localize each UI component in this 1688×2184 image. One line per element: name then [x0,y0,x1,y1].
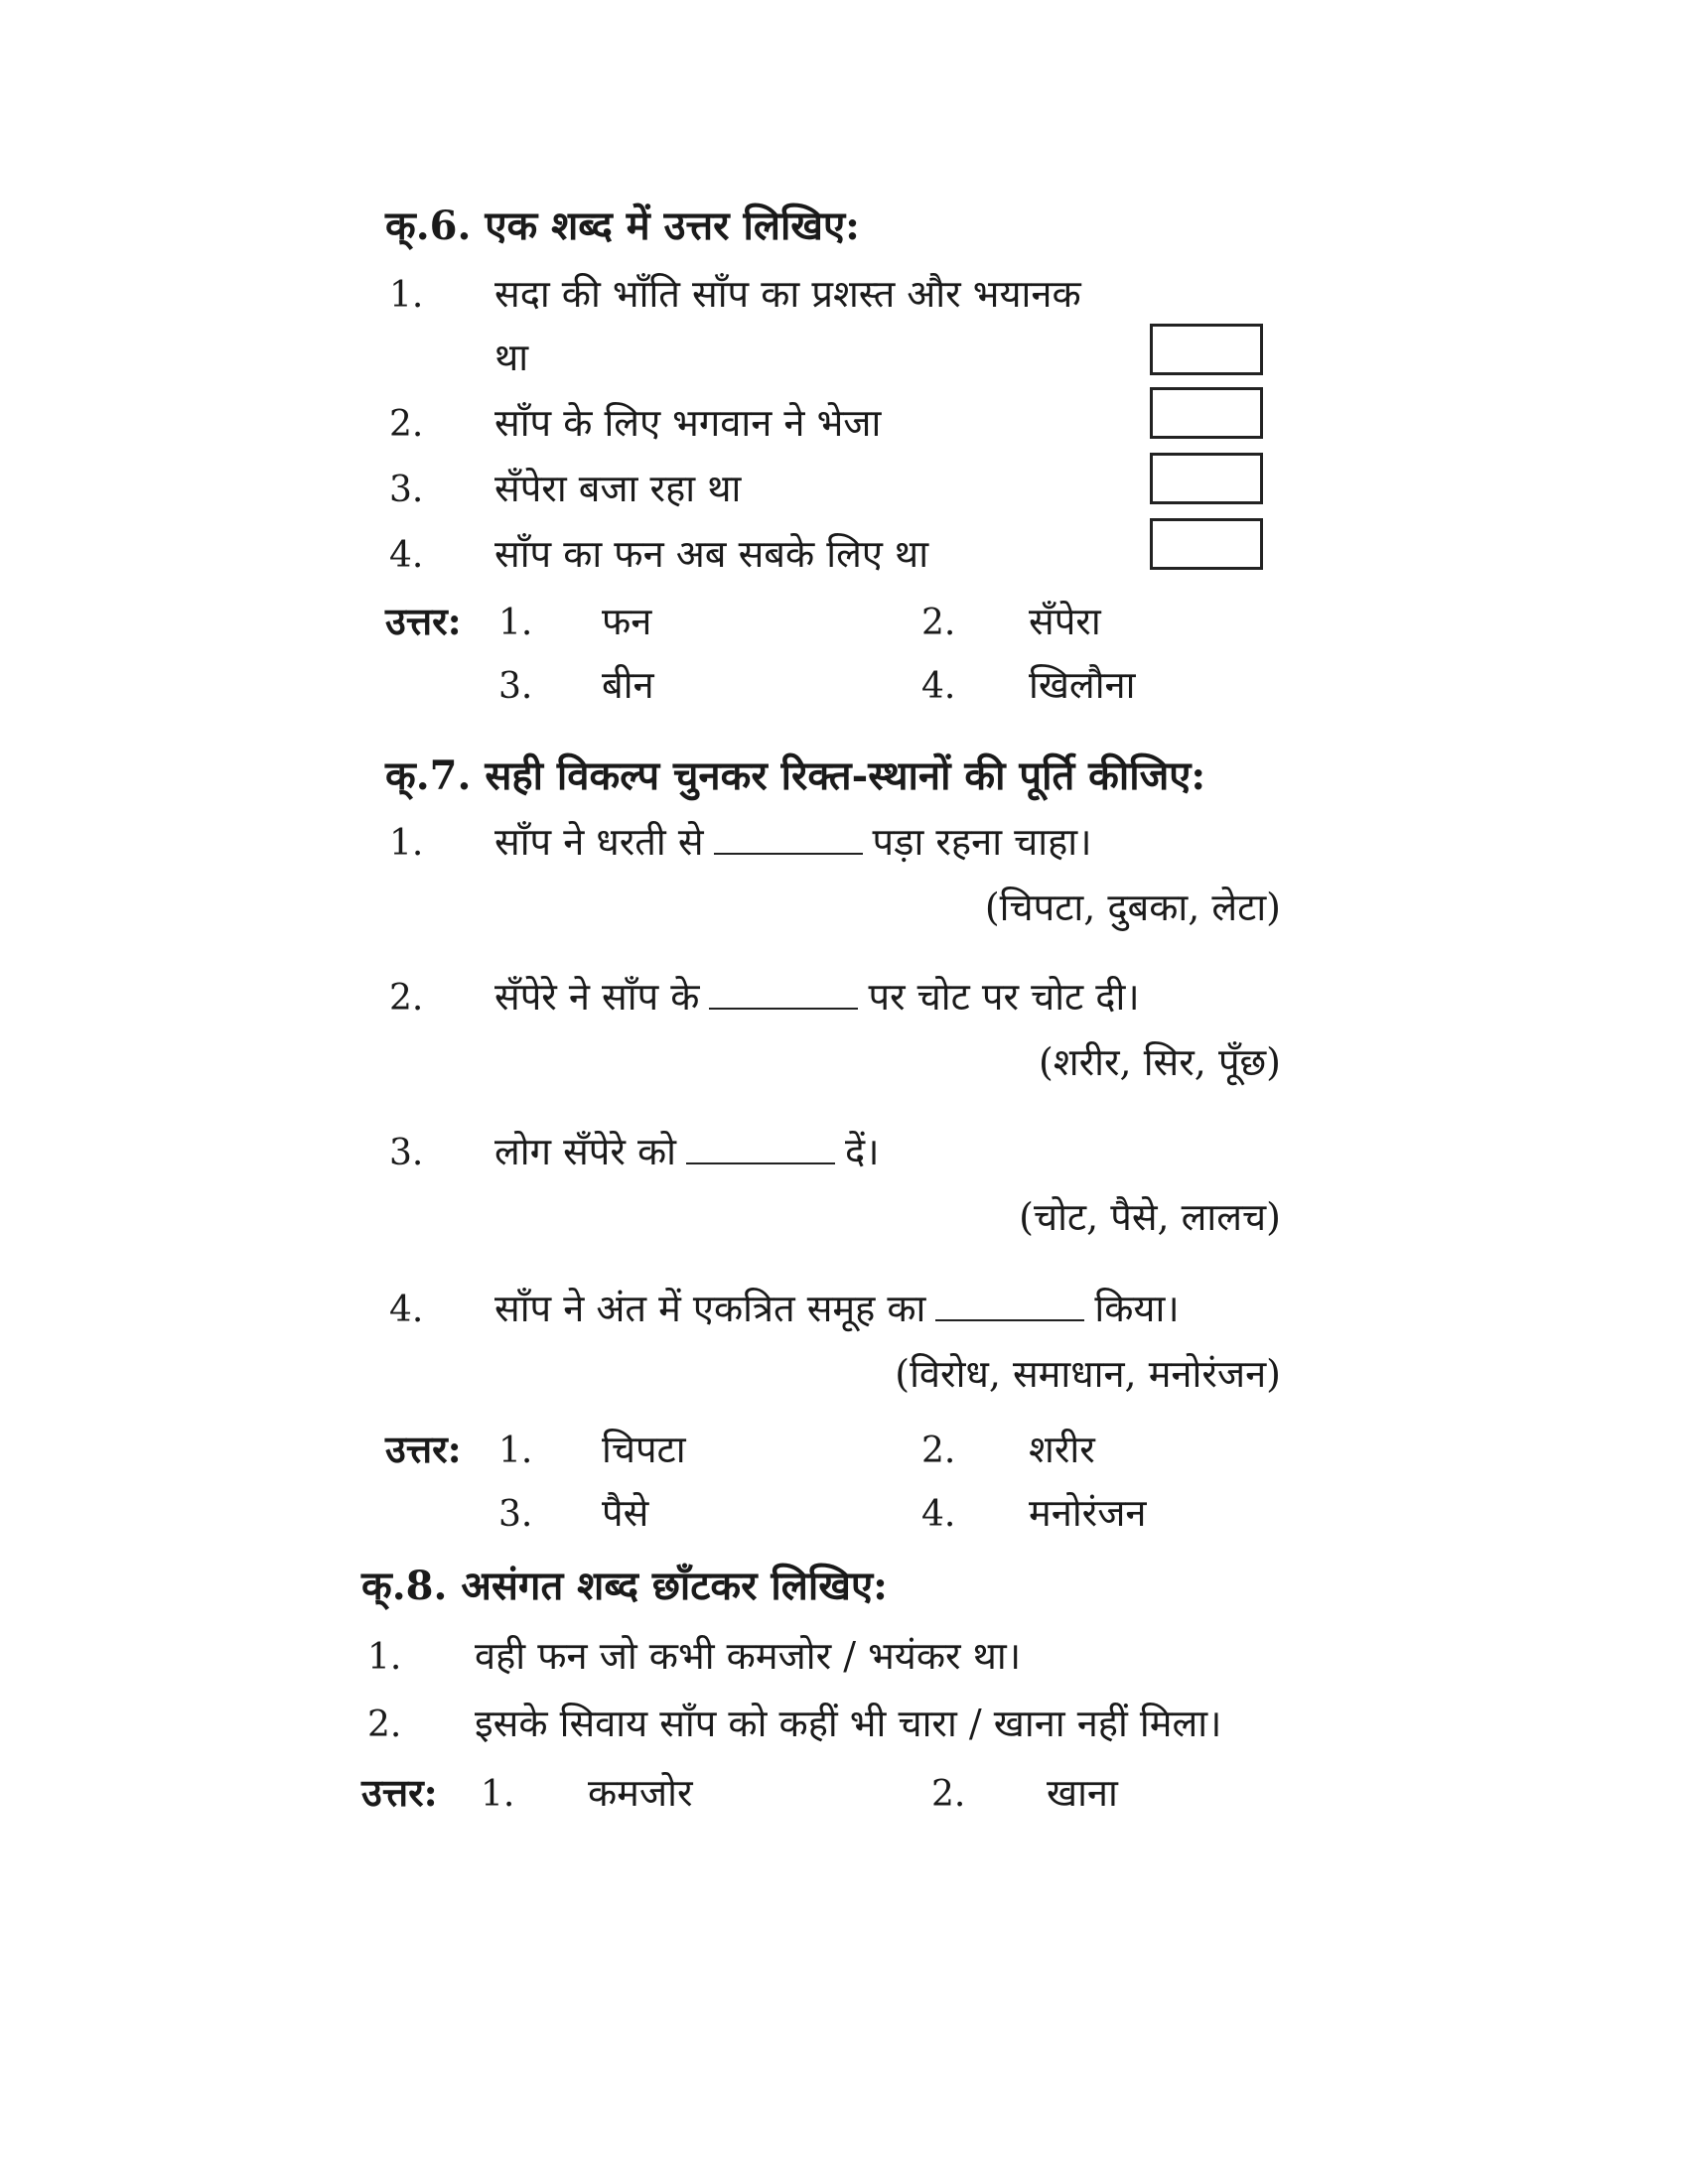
q7-answer-label: उत्तर: [385,1427,462,1471]
q7-item-4-sentence [494,1285,1180,1332]
q7-item-2-options: (शरीर, सिर, पूँछ) [1038,1040,1281,1084]
q6-answer-box-3[interactable] [1150,453,1263,504]
q7-answer-1: चिपटा [602,1428,686,1471]
q7-item-1-before: साँप ने धरती से [494,820,704,864]
q7-item-4-options: (विरोध, समाधान, मनोरंजन) [895,1352,1281,1396]
q7-item-3-number: 3. [389,1133,424,1173]
q6-answer-box-1[interactable] [1150,324,1263,375]
q6-item-2-number: 2. [389,404,424,445]
q6-answer-4-number: 4. [921,666,956,707]
q6-item-2-text: साँप के लिए भगवान ने भेजा [494,401,882,445]
q7-item-1-number: 1. [389,823,424,864]
q7-answer-1-number: 1. [498,1431,533,1471]
q7-item-4-blank[interactable] [935,1290,1084,1321]
q7-item-3-after: दें। [845,1130,880,1173]
q7-item-2-after: पर चोट पर चोट दी। [868,975,1140,1019]
q6-answer-3-number: 3. [498,666,533,707]
q7-item-1-blank[interactable] [714,823,863,855]
q6-answer-1-number: 1. [498,603,533,643]
q6-item-3-number: 3. [389,470,424,510]
q6-item-1-text-continued: था [494,336,529,379]
q7-item-3-options: (चोट, पैसे, लालच) [1019,1195,1281,1239]
q8-answer-1-number: 1. [481,1774,515,1815]
q7-item-2-number: 2. [389,978,424,1019]
q6-answer-box-4[interactable] [1150,518,1263,570]
q6-heading: क्.6. एक शब्द में उत्तर लिखिए: [385,203,860,249]
q8-answer-2-number: 2. [931,1774,966,1815]
q7-item-2-blank[interactable] [709,978,858,1010]
q6-answer-3: बीन [602,663,654,707]
q7-item-2-sentence [494,973,1140,1021]
q6-item-4-number: 4. [389,535,424,576]
q6-item-4-text: साँप का फन अब सबके लिए था [494,532,929,576]
q7-answer-2-number: 2. [921,1431,956,1471]
q7-answer-2: शरीर [1029,1428,1095,1471]
q7-item-3-before: लोग सँपेरे को [494,1130,676,1173]
q6-answer-2: सँपेरा [1029,600,1101,643]
q6-answer-4: खिलौना [1029,663,1136,707]
q7-item-1-after: पड़ा रहना चाहा। [872,820,1092,864]
q6-answer-label: उत्तर: [385,599,462,643]
q7-item-1-sentence [494,818,1092,866]
q7-answer-4-number: 4. [921,1494,956,1535]
q6-item-1-number: 1. [389,275,424,316]
q8-answer-2: खाना [1047,1771,1118,1815]
q7-item-2-before: सँपेरे ने साँप के [494,975,700,1019]
q8-item-1-number: 1. [367,1637,402,1678]
q6-item-1-text: सदा की भाँति साँप का प्रशस्त और भयानक [494,272,1081,316]
q8-item-2-number: 2. [367,1705,402,1745]
q8-answer-1: कमजोर [588,1771,693,1815]
q6-answer-box-2[interactable] [1150,387,1263,439]
q8-heading: क्.8. असंगत शब्द छाँटकर लिखिए: [361,1563,888,1609]
q7-item-1-options: (चिपटा, दुबका, लेटा) [984,886,1281,929]
q7-answer-3-number: 3. [498,1494,533,1535]
q7-item-4-before: साँप ने अंत में एकत्रित समूह का [494,1287,926,1330]
q6-answer-1: फन [602,600,652,643]
q7-item-3-sentence [494,1128,880,1175]
q6-item-3-text: सँपेरा बजा रहा था [494,467,742,510]
q8-answer-label: उत्तर: [361,1770,438,1815]
q7-heading: क्.7. सही विकल्प चुनकर रिक्त-स्थानों की पूर्ति कीजिए: [385,752,1206,799]
q6-answer-2-number: 2. [921,603,956,643]
q7-answer-3: पैसे [602,1491,649,1535]
q7-item-4-number: 4. [389,1290,424,1330]
q7-answer-4: मनोरंजन [1029,1491,1147,1535]
q8-item-1-text: वही फन जो कभी कमजोर / भयंकर था। [475,1634,1022,1678]
q8-item-2-text: इसके सिवाय साँप को कहीं भी चारा / खाना नहीं मिला। [475,1702,1222,1745]
q7-item-3-blank[interactable] [686,1133,835,1164]
q7-item-4-after: किया। [1094,1287,1180,1330]
